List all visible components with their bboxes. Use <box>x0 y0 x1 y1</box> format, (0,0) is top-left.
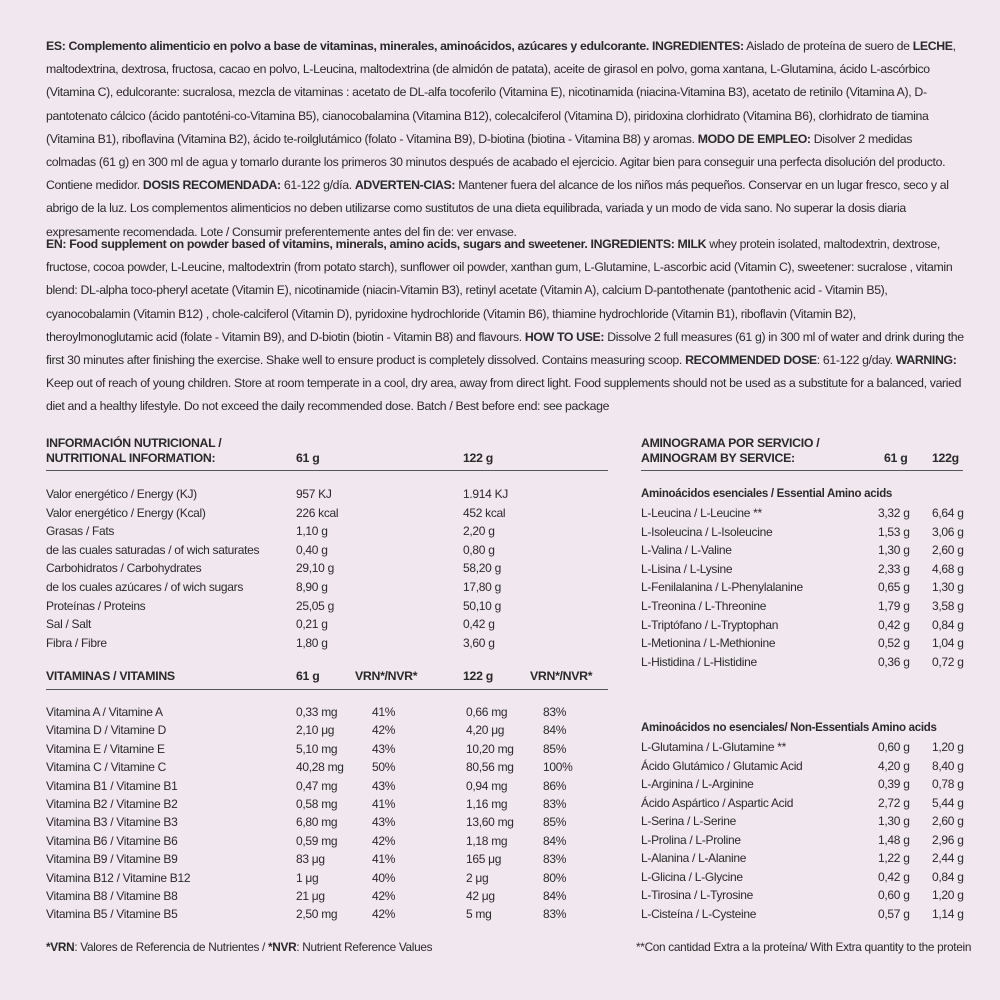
amino-label: L-Arginina / L-Arginine <box>641 777 754 791</box>
amino-label: L-Triptófano / L-Tryptophan <box>641 617 779 632</box>
amino-value-61g: 0,42 g <box>878 617 910 632</box>
amino-value-122g: 0,84 g <box>932 617 964 632</box>
amino-value-61g: 1,30 g <box>878 814 910 828</box>
amino-value-122g: 1,30 g <box>932 580 964 595</box>
vitamin-vrn-122g: 84% <box>543 833 567 848</box>
amino-value-61g: 0,60 g <box>878 740 910 754</box>
nutrient-label: Sal / Salt <box>46 617 92 632</box>
en-text-4: Keep out of reach of young children. Store at room temperate in a cool, dry area, away from direct light. Food supplements should not be used as a substitute for a balanced, varied diet and a healthy lifestyle. Do not exceed the daily recommended dose. Batch / Best before end: see package <box>46 376 962 414</box>
vitamin-value-122g: 165 μg <box>466 852 502 867</box>
vitamin-vrn-122g: 83% <box>543 852 567 867</box>
amino-label: L-Alanina / L-Alanine <box>641 851 747 865</box>
en-dose-heading: RECOMMENDED DOSE <box>685 353 817 368</box>
nutrition-title-line1: INFORMACIÓN NUTRICIONAL / <box>46 436 222 450</box>
nutrient-label: Valor energético / Energy (Kcal) <box>46 505 206 520</box>
nonessential-amino-title: Aminoácidos no esenciales/ Non-Essentials Amino acids <box>641 722 937 734</box>
vitamin-value-61g: 2,50 mg <box>296 907 338 922</box>
en-text-2: Dissolve 2 full measures (61 g) in 300 ml of water and drink during the first 30 minutes after finishing the exercise. Shake well to ensure product is completely dissolved. Contains measuring scoop. <box>46 329 964 368</box>
vitamin-value-61g: 40,28 mg <box>296 760 344 775</box>
nutrient-value-122g: 2,20 g <box>463 524 495 539</box>
vitamin-vrn-61g: 41% <box>372 705 396 719</box>
amino-value-122g: 2,96 g <box>932 832 964 847</box>
nutrient-value-122g: 17,80 g <box>463 580 501 594</box>
vitamin-value-122g: 0,94 mg <box>466 778 508 793</box>
vitamin-value-61g: 2,10 μg <box>296 723 335 738</box>
amino-label: L-Tirosina / L-Tyrosine <box>641 888 754 902</box>
en-text-3: : 61-122 g/day. <box>816 353 896 368</box>
nutrient-label: Grasas / Fats <box>46 524 115 539</box>
amino-value-122g: 2,44 g <box>932 851 964 865</box>
vitamin-value-122g: 10,20 mg <box>466 741 514 756</box>
vitamin-vrn-122g: 83% <box>543 705 567 719</box>
amino-value-61g: 0,39 g <box>878 777 910 791</box>
vitamin-label: Vitamina E / Vitamine E <box>46 741 165 756</box>
nutrient-label: Proteínas / Proteins <box>46 598 146 613</box>
es-text-5: Mantener fuera del alcance de los niños más pequeños. Conservar en un lugar fresco, seco y al abrigo de la luz. Los complementos alimenticios no deben utilizarse como sustitutos de una dieta equilibrada, variada y un modo de vida sano. No superar la dosis diaria expresamente recomendada. Lote / Consumir preferentemente antes del fin de: ver envase. <box>46 178 949 239</box>
nutrient-value-61g: 0,21 g <box>296 617 328 632</box>
vitamins-col-122g: 122 g <box>463 669 493 683</box>
amino-label: L-Histidina / L-Histidine <box>641 654 757 669</box>
vitamin-vrn-122g: 85% <box>543 741 567 756</box>
vitamins-header-rule <box>46 689 608 690</box>
es-text-1: Aislado de proteína de suero de <box>743 39 913 53</box>
amino-label: Ácido Aspártico / Aspartic Acid <box>641 795 794 810</box>
vitamin-vrn-122g: 84% <box>543 723 567 738</box>
amino-label: L-Serina / L-Serine <box>641 814 737 828</box>
aminogram-title-line2: AMINOGRAM BY SERVICE: <box>641 451 795 465</box>
amino-value-61g: 0,52 g <box>878 636 910 651</box>
vitamin-value-61g: 6,80 mg <box>296 815 338 830</box>
amino-value-122g: 0,72 g <box>932 654 964 669</box>
en-warning-heading: WARNING: <box>895 353 957 368</box>
amino-value-122g: 6,64 g <box>932 506 964 520</box>
amino-value-61g: 1,22 g <box>878 851 910 865</box>
nutrient-value-61g: 957 KJ <box>296 487 332 501</box>
amino-value-61g: 1,30 g <box>878 543 910 558</box>
amino-value-122g: 1,14 g <box>932 906 964 921</box>
nutrient-value-61g: 29,10 g <box>296 561 334 576</box>
nutrient-label: Fibra / Fibre <box>46 635 107 650</box>
vitamin-value-122g: 5 mg <box>466 907 492 922</box>
amino-value-61g: 2,72 g <box>878 795 910 810</box>
vitamin-label: Vitamina B6 / Vitamine B6 <box>46 833 178 848</box>
vitamin-vrn-61g: 41% <box>372 797 396 811</box>
vitamin-value-61g: 0,58 mg <box>296 797 338 811</box>
amino-value-61g: 3,32 g <box>878 506 910 520</box>
nutrient-value-122g: 0,80 g <box>463 542 495 557</box>
vitamin-label: Vitamina A / Vitamine A <box>46 705 163 719</box>
vitamins-col-vrn-2: VRN*/NVR* <box>530 669 593 683</box>
vitamin-label: Vitamina B5 / Vitamine B5 <box>46 907 178 922</box>
aminogram-title-line1: AMINOGRAMA POR SERVICIO / <box>641 436 820 450</box>
en-text-1: whey protein isolated, maltodextrin, dextrose, fructose, cocoa powder, L-Leucine, maltodextrin (from potato starch), sunflower oil powder, xanthan gum, L-Glutamine, L-ascorbic acid (Vitamin C), sweetener: sucralose , vitamin blend: DL-alpha toco-pheryl acetate (Vitamin E), nicotinamide (niacin-Vitamin B3), retinyl acetate (Vitamin A), calcium D-pantothenate (pantothenic acid - Vitamin B5), cyanocobalamin (Vitamin B12) , chole-calciferol (Vitamin D), pyridoxine hydrochloride (Vitamin B6), thiamine hydrochloride (Vitamin B1), riboflavin (Vitamin B2), theroylmonoglutamic acid (folate - Vitamin B9), and D-biotin (biotin - Vitamin B8) and flavours. <box>46 237 953 344</box>
nutrient-value-61g: 1,10 g <box>296 524 328 539</box>
amino-value-122g: 1,20 g <box>932 740 964 754</box>
nutrient-value-122g: 0,42 g <box>463 617 495 632</box>
vitamin-vrn-61g: 42% <box>372 889 396 903</box>
es-text-4: 61-122 g/día. <box>280 178 355 193</box>
vitamin-label: Vitamina D / Vitamine D <box>46 723 167 738</box>
amino-value-122g: 5,44 g <box>932 795 964 810</box>
footnote-nvr-text: : Nutrient Reference Values <box>296 940 433 954</box>
es-warning-heading: ADVERTEN-CIAS: <box>354 178 456 193</box>
footnote-nvr: *NVR <box>268 940 297 954</box>
amino-value-61g: 1,48 g <box>878 832 910 847</box>
vitamin-label: Vitamina B12 / Vitamine B12 <box>46 870 191 885</box>
vitamin-vrn-122g: 86% <box>543 778 567 793</box>
vitamin-label: Vitamina B2 / Vitamine B2 <box>46 797 178 811</box>
amino-value-122g: 1,20 g <box>932 888 964 902</box>
amino-label: L-Glicina / L-Glycine <box>641 869 743 884</box>
es-dose-heading: DOSIS RECOMENDADA: <box>142 178 281 193</box>
vitamin-value-61g: 0,59 mg <box>296 833 338 848</box>
nutrient-label: de los cuales azúcares / of wich sugars <box>46 580 244 594</box>
nutrient-label: de las cuales saturadas / of wich saturates <box>46 542 260 557</box>
nutrition-col-122g: 122 g <box>463 451 493 465</box>
nutrient-value-122g: 452 kcal <box>463 505 506 520</box>
amino-value-61g: 0,60 g <box>878 888 910 902</box>
vitamin-vrn-122g: 80% <box>543 870 567 885</box>
amino-label: L-Metionina / L-Methionine <box>641 636 776 651</box>
vitamin-vrn-122g: 100% <box>543 760 573 775</box>
footnote-vrn-text: : Valores de Referencia de Nutrientes / <box>74 940 268 954</box>
amino-value-61g: 0,36 g <box>878 654 910 669</box>
amino-label: L-Fenilalanina / L-Phenylalanine <box>641 580 803 595</box>
vitamin-label: Vitamina B3 / Vitamine B3 <box>46 815 178 830</box>
vitamin-vrn-61g: 41% <box>372 852 396 867</box>
vitamin-vrn-61g: 42% <box>372 907 396 922</box>
aminogram-title <box>641 436 819 466</box>
amino-value-61g: 0,57 g <box>878 906 910 921</box>
vitamin-value-122g: 80,56 mg <box>466 760 514 775</box>
footnote-left <box>46 940 432 954</box>
amino-value-122g: 2,60 g <box>932 543 964 558</box>
nutrient-value-122g: 3,60 g <box>463 635 495 650</box>
amino-label: L-Lisina / L-Lysine <box>641 561 733 576</box>
nutrient-value-61g: 8,90 g <box>296 580 328 594</box>
footnote-right: **Con cantidad Extra a la proteína/ With Extra quantity to the protein <box>636 940 972 954</box>
vitamin-label: Vitamina B8 / Vitamine B8 <box>46 889 178 903</box>
footnote-vrn: *VRN <box>46 940 75 954</box>
amino-value-61g: 0,65 g <box>878 580 910 595</box>
vitamin-vrn-61g: 43% <box>372 778 396 793</box>
nutrient-value-61g: 0,40 g <box>296 542 328 557</box>
vitamin-value-61g: 5,10 mg <box>296 741 338 756</box>
amino-label: L-Valina / L-Valine <box>641 543 732 558</box>
vitamin-value-122g: 1,18 mg <box>466 833 508 848</box>
amino-label: L-Isoleucina / L-Isoleucine <box>641 524 773 539</box>
vitamin-vrn-61g: 50% <box>372 760 396 775</box>
vitamin-value-61g: 21 μg <box>296 889 325 903</box>
amino-value-122g: 3,06 g <box>932 524 964 539</box>
es-text-3: Disolver 2 medidas colmadas (61 g) en 300 ml de agua y tomarlo durante los primeros 30 minutos después de acabado el ejercicio. Agitar bien para conseguir una perfecta disolución del producto. Contiene medidor. <box>46 131 946 193</box>
nutrient-value-122g: 1.914 KJ <box>463 487 508 501</box>
nutrition-title <box>46 436 221 466</box>
amino-label: L-Leucina / L-Leucine ** <box>641 506 762 520</box>
vitamin-label: Vitamina B9 / Vitamine B9 <box>46 852 178 867</box>
amino-label: Ácido Glutámico / Glutamic Acid <box>641 758 803 773</box>
nutrient-value-61g: 1,80 g <box>296 635 328 650</box>
vitamin-value-61g: 0,33 mg <box>296 705 338 719</box>
amino-label: L-Treonina / L-Threonine <box>641 599 767 613</box>
es-heading: ES: Complemento alimenticio en polvo a base de vitaminas, minerales, aminoácidos, azúcares y edulcorante. INGREDIENTES: <box>46 39 744 53</box>
vitamin-value-61g: 0,47 mg <box>296 778 338 793</box>
vitamin-vrn-122g: 83% <box>543 797 567 811</box>
vitamin-label: Vitamina B1 / Vitamine B1 <box>46 778 178 793</box>
nutrient-label: Valor energético / Energy (KJ) <box>46 487 197 501</box>
amino-value-122g: 8,40 g <box>932 758 964 773</box>
nutrition-title-line2: NUTRITIONAL INFORMATION: <box>46 451 216 465</box>
vitamin-vrn-122g: 83% <box>543 907 567 922</box>
amino-label: L-Glutamina / L-Glutamine ** <box>641 740 786 754</box>
amino-value-122g: 1,04 g <box>932 636 964 651</box>
vitamin-value-122g: 42 μg <box>466 889 495 903</box>
amino-value-61g: 1,53 g <box>878 524 910 539</box>
amino-value-122g: 3,58 g <box>932 599 964 613</box>
nutrition-col-61g: 61 g <box>296 451 320 465</box>
vitamin-vrn-61g: 43% <box>372 815 396 830</box>
en-heading: EN: Food supplement on powder based of vitamins, minerals, amino acids, sugars and sweetener. INGREDIENTS: MILK <box>46 237 707 251</box>
nutrient-value-122g: 58,20 g <box>463 561 501 576</box>
amino-label: L-Cisteína / L-Cysteine <box>641 906 757 921</box>
vitamin-vrn-61g: 43% <box>372 741 396 756</box>
essential-amino-title: Aminoácidos esenciales / Essential Amino acids <box>641 488 893 500</box>
vitamin-value-122g: 0,66 mg <box>466 705 508 719</box>
vitamin-vrn-122g: 84% <box>543 889 567 903</box>
vitamin-label: Vitamina C / Vitamine C <box>46 760 167 775</box>
amino-value-122g: 4,68 g <box>932 561 964 576</box>
vitamins-col-61g: 61 g <box>296 669 320 683</box>
vitamin-value-122g: 4,20 μg <box>466 723 505 738</box>
en-usage-heading: HOW TO USE: <box>524 329 605 344</box>
amino-value-122g: 0,84 g <box>932 869 964 884</box>
es-milk: LECHE <box>912 39 953 53</box>
vitamin-vrn-61g: 40% <box>372 870 396 885</box>
aminogram-col-122g: 122g <box>932 451 959 465</box>
vitamin-vrn-61g: 42% <box>372 833 396 848</box>
vitamins-title: VITAMINAS / VITAMINS <box>46 669 175 683</box>
amino-value-61g: 4,20 g <box>878 758 910 773</box>
vitamins-col-vrn-1: VRN*/NVR* <box>355 669 418 683</box>
es-text-2: , maltodextrina, dextrosa, fructosa, cacao en polvo, L-Leucina, maltodextrina (de almidón de patata), aceite de girasol en polvo, goma xantana, L-Glutamina, ácido L-ascórbico (Vitamina C), edulcorante: sucralosa, mezcla de vitaminas : acetato de DL-alfa tocoferilo (Vitamina E), nicotinamida (niacina-Vitamina B3), acetato de retinilo (Vitamina A), D-pantotenato cálcico (ácido pantoténi-co-Vitamina B5), cianocobalamina (Vitamina B12), colecalciferol (Vitamina D), piridoxina clorhidrato (Vitamina B6), clorhidrato de tiamina (Vitamina B1), riboflavina (Vitamina B2), ácido te-roilglutámico (folato - Vitamina B9), D-biotina (biotina - Vitamina B8) y aromas. <box>46 39 956 146</box>
amino-value-61g: 2,33 g <box>878 561 910 576</box>
vitamin-vrn-122g: 85% <box>543 815 567 830</box>
vitamin-value-61g: 83 μg <box>296 852 325 867</box>
amino-label: L-Prolina / L-Proline <box>641 832 741 847</box>
amino-value-61g: 0,42 g <box>878 869 910 884</box>
es-usage-heading: MODO DE EMPLEO: <box>697 131 811 146</box>
aminogram-header-rule <box>641 470 963 471</box>
nutrient-value-61g: 226 kcal <box>296 505 339 520</box>
amino-value-61g: 1,79 g <box>878 599 910 613</box>
vitamin-vrn-61g: 42% <box>372 723 396 738</box>
nutrition-header-rule <box>46 470 608 471</box>
nutrient-value-61g: 25,05 g <box>296 598 334 613</box>
amino-value-122g: 2,60 g <box>932 814 964 828</box>
nutrient-label: Carbohidratos / Carbohydrates <box>46 561 202 576</box>
vitamin-value-122g: 2 μg <box>466 870 489 885</box>
vitamin-value-61g: 1 μg <box>296 870 319 885</box>
vitamin-value-122g: 1,16 mg <box>466 797 508 811</box>
nutrient-value-122g: 50,10 g <box>463 598 501 613</box>
aminogram-col-61g: 61 g <box>884 451 908 465</box>
amino-value-122g: 0,78 g <box>932 777 964 791</box>
vitamin-value-122g: 13,60 mg <box>466 815 514 830</box>
